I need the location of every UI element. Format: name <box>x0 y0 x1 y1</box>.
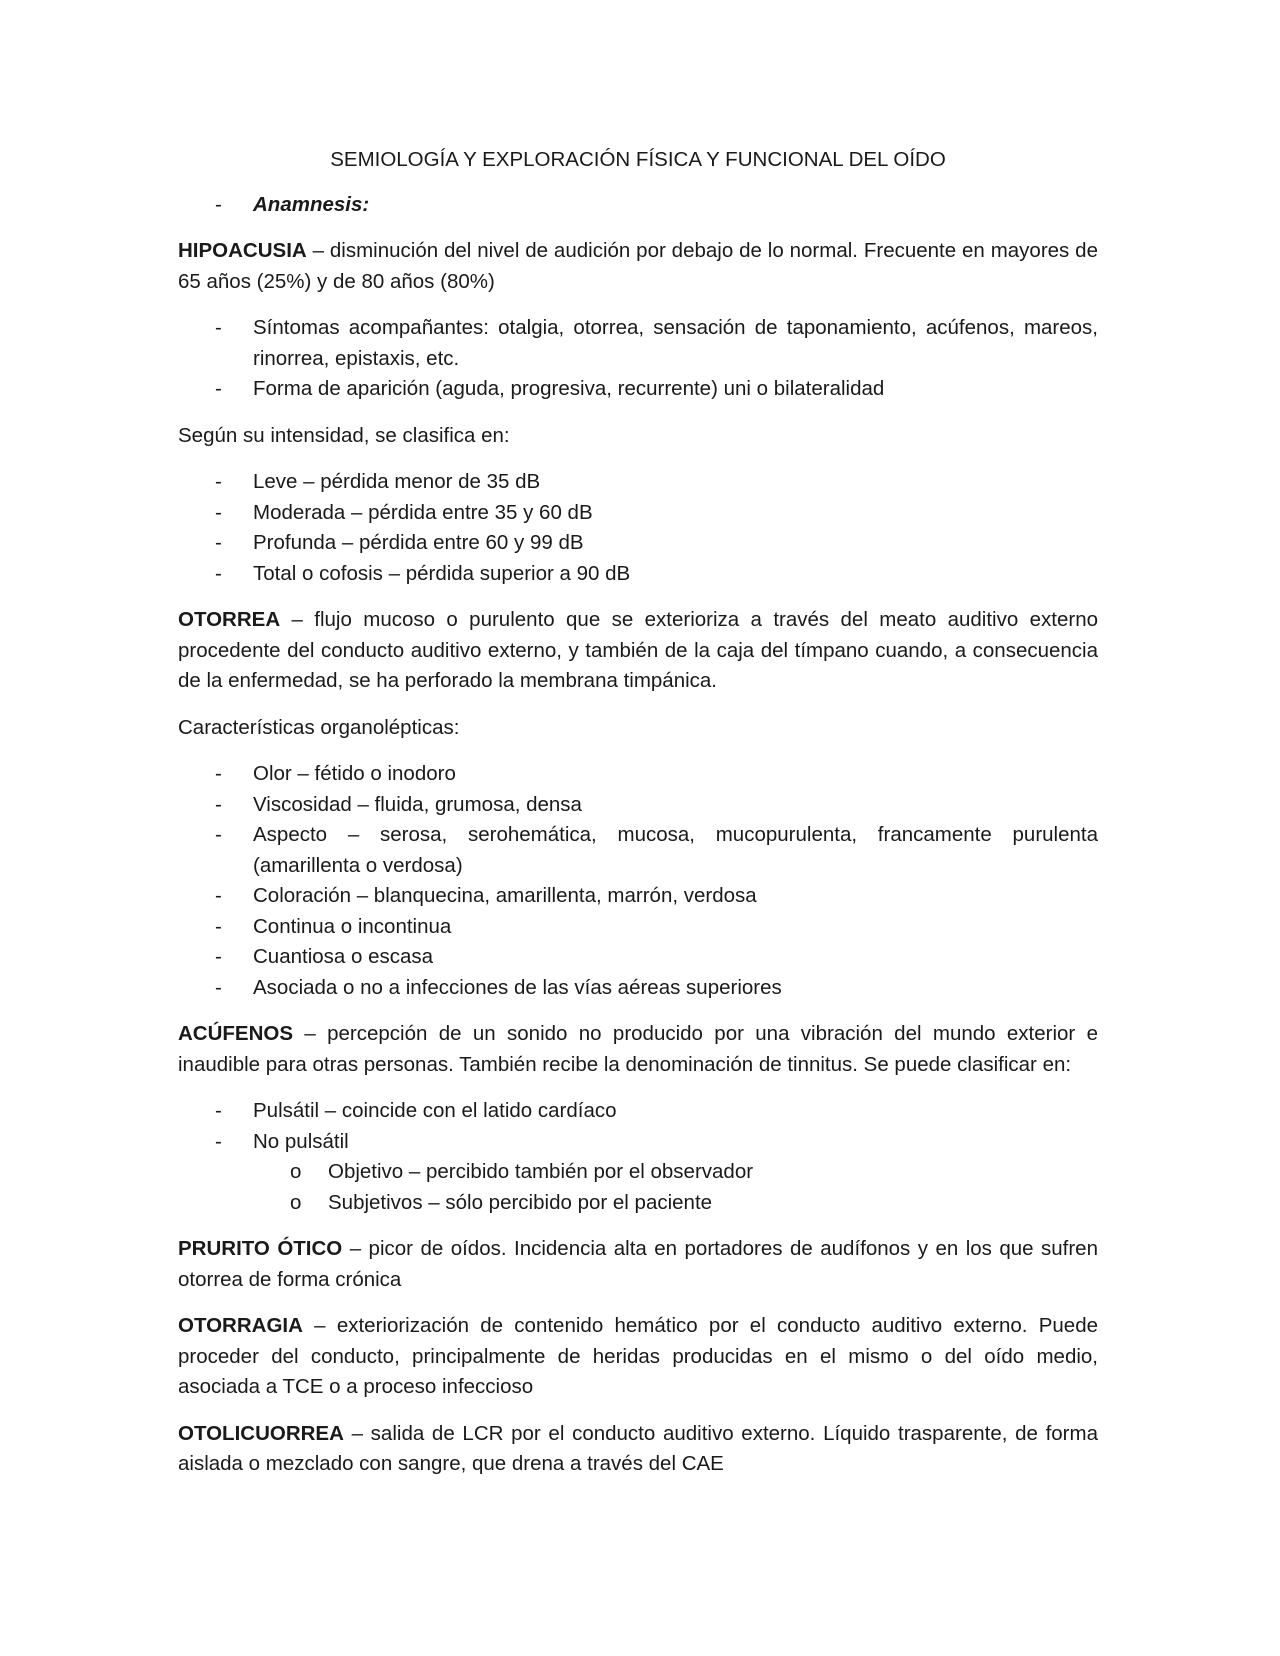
list-item-text: Moderada – pérdida entre 35 y 60 dB <box>253 500 593 524</box>
list-item-text: Viscosidad – fluida, grumosa, densa <box>253 792 582 816</box>
list-item <box>178 942 1098 973</box>
list-item <box>178 820 1098 881</box>
otolicuorrea-paragraph <box>178 1419 1098 1480</box>
anamnesis-heading-list <box>178 190 1098 221</box>
acufenos-definition: – percepción de un sonido no producido por una vibración del mundo exterior e inaudible para otras personas. También recibe la denominación de tinnitus. Se puede clasificar en: <box>178 1022 1098 1076</box>
list-item <box>178 1127 1098 1219</box>
list-item <box>178 498 1098 529</box>
list-item-text: Asociada o no a infecciones de las vías aéreas superiores <box>253 975 782 999</box>
list-item-text: Leve – pérdida menor de 35 dB <box>253 470 541 493</box>
otorragia-paragraph <box>178 1311 1098 1403</box>
list-item-text: Aspecto – serosa, serohemática, mucosa, mucopurulenta, francamente purulenta (amarillenta o verdosa) <box>253 823 1098 877</box>
bullet-dash: - <box>215 470 222 493</box>
features-intro: Características organolépticas: <box>178 715 460 739</box>
otorragia-term: OTORRAGIA <box>178 1314 303 1337</box>
otorrea-features-list <box>178 759 1098 1003</box>
list-item-text: No pulsátil <box>253 1129 349 1153</box>
list-item <box>178 790 1098 821</box>
list-item-text: Continua o incontinua <box>253 914 452 938</box>
list-item-text: Total o cofosis – pérdida superior a 90 dB <box>253 561 631 585</box>
bullet-dash: - <box>215 561 222 585</box>
prurito-paragraph <box>178 1234 1098 1295</box>
prurito-definition: – picor de oídos. Incidencia alta en portadores de audífonos y en los que sufren otorrea de forma crónica <box>178 1237 1098 1291</box>
list-item-text: Subjetivos – sólo percibido por el paciente <box>328 1190 713 1214</box>
acufenos-list <box>178 1096 1098 1218</box>
bullet-dash: - <box>215 914 222 938</box>
list-item <box>178 190 1098 221</box>
bullet-circle: o <box>290 1160 302 1183</box>
list-item-text: Síntomas acompañantes: otalgia, otorrea, sensación de taponamiento, acúfenos, mareos, rinorrea, epistaxis, etc. <box>253 316 1098 370</box>
bullet-dash: - <box>215 1129 222 1153</box>
bullet-dash: - <box>215 377 222 400</box>
otorrea-term: OTORREA <box>178 608 281 631</box>
acufenos-sub-list <box>253 1157 1098 1218</box>
bullet-dash: - <box>215 884 222 907</box>
list-item <box>178 973 1098 1004</box>
bullet-dash: - <box>215 792 222 816</box>
otolicuorrea-term: OTOLICUORREA <box>178 1421 344 1445</box>
document-page <box>178 145 1098 1496</box>
list-item-text: Pulsátil – coincide con el latido cardíaco <box>253 1099 617 1122</box>
bullet-dash: - <box>215 1099 222 1122</box>
list-item <box>178 912 1098 943</box>
document-title: SEMIOLOGÍA Y EXPLORACIÓN FÍSICA Y FUNCIONAL DEL OÍDO <box>330 148 946 171</box>
hipoacusia-paragraph <box>178 236 1098 297</box>
list-item <box>178 559 1098 590</box>
list-item <box>178 313 1098 374</box>
list-item-text: Forma de aparición (aguda, progresiva, recurrente) uni o bilateralidad <box>253 377 885 400</box>
bullet-dash: - <box>215 531 222 554</box>
intensity-list <box>178 467 1098 589</box>
otorragia-definition: – exteriorización de contenido hemático por el conducto auditivo externo. Puede proceder del conducto, principalmente de heridas producidas en el mismo o del oído medio, asociada a TCE o a proceso infeccioso <box>178 1314 1098 1398</box>
list-item <box>178 467 1098 498</box>
prurito-term: PRURITO ÓTICO <box>178 1237 343 1260</box>
sub-list-item <box>253 1188 1098 1219</box>
list-item <box>178 374 1098 405</box>
acufenos-paragraph <box>178 1019 1098 1080</box>
list-item <box>178 1096 1098 1127</box>
bullet-dash: - <box>215 823 222 846</box>
anamnesis-heading: Anamnesis: <box>253 192 370 216</box>
bullet-dash: - <box>215 975 222 999</box>
acufenos-term: ACÚFENOS <box>178 1022 294 1045</box>
hipoacusia-term: HIPOACUSIA <box>178 239 307 262</box>
bullet-dash: - <box>215 192 222 216</box>
list-item <box>178 528 1098 559</box>
list-item <box>178 881 1098 912</box>
list-item-text: Olor – fétido o inodoro <box>253 762 456 785</box>
bullet-circle: o <box>290 1190 302 1214</box>
list-item <box>178 759 1098 790</box>
list-item-text: Cuantiosa o escasa <box>253 945 434 968</box>
hipoacusia-list <box>178 313 1098 405</box>
bullet-dash: - <box>215 945 222 968</box>
otolicuorrea-definition: – salida de LCR por el conducto auditivo externo. Líquido trasparente, de forma aislada o mezclado con sangre, que drena a través del CAE <box>178 1421 1098 1475</box>
list-item-text: Profunda – pérdida entre 60 y 99 dB <box>253 531 584 554</box>
hipoacusia-definition: – disminución del nivel de audición por debajo de lo normal. Frecuente en mayores de 65 años (25%) y de 80 años (80%) <box>178 239 1098 293</box>
sub-list-item <box>253 1157 1098 1188</box>
otorrea-definition: – flujo mucoso o purulento que se exterioriza a través del meato auditivo externo procedente del conducto auditivo externo, y también de la caja del tímpano cuando, a consecuencia de la enfermedad, se ha perforado la membrana timpánica. <box>178 608 1098 692</box>
otorrea-paragraph <box>178 605 1098 697</box>
list-item-text: Coloración – blanquecina, amarillenta, marrón, verdosa <box>253 884 757 907</box>
bullet-dash: - <box>215 316 222 339</box>
bullet-dash: - <box>215 500 222 524</box>
intensity-intro: Según su intensidad, se clasifica en: <box>178 423 510 447</box>
list-item-text: Objetivo – percibido también por el observador <box>328 1160 754 1183</box>
bullet-dash: - <box>215 762 222 785</box>
